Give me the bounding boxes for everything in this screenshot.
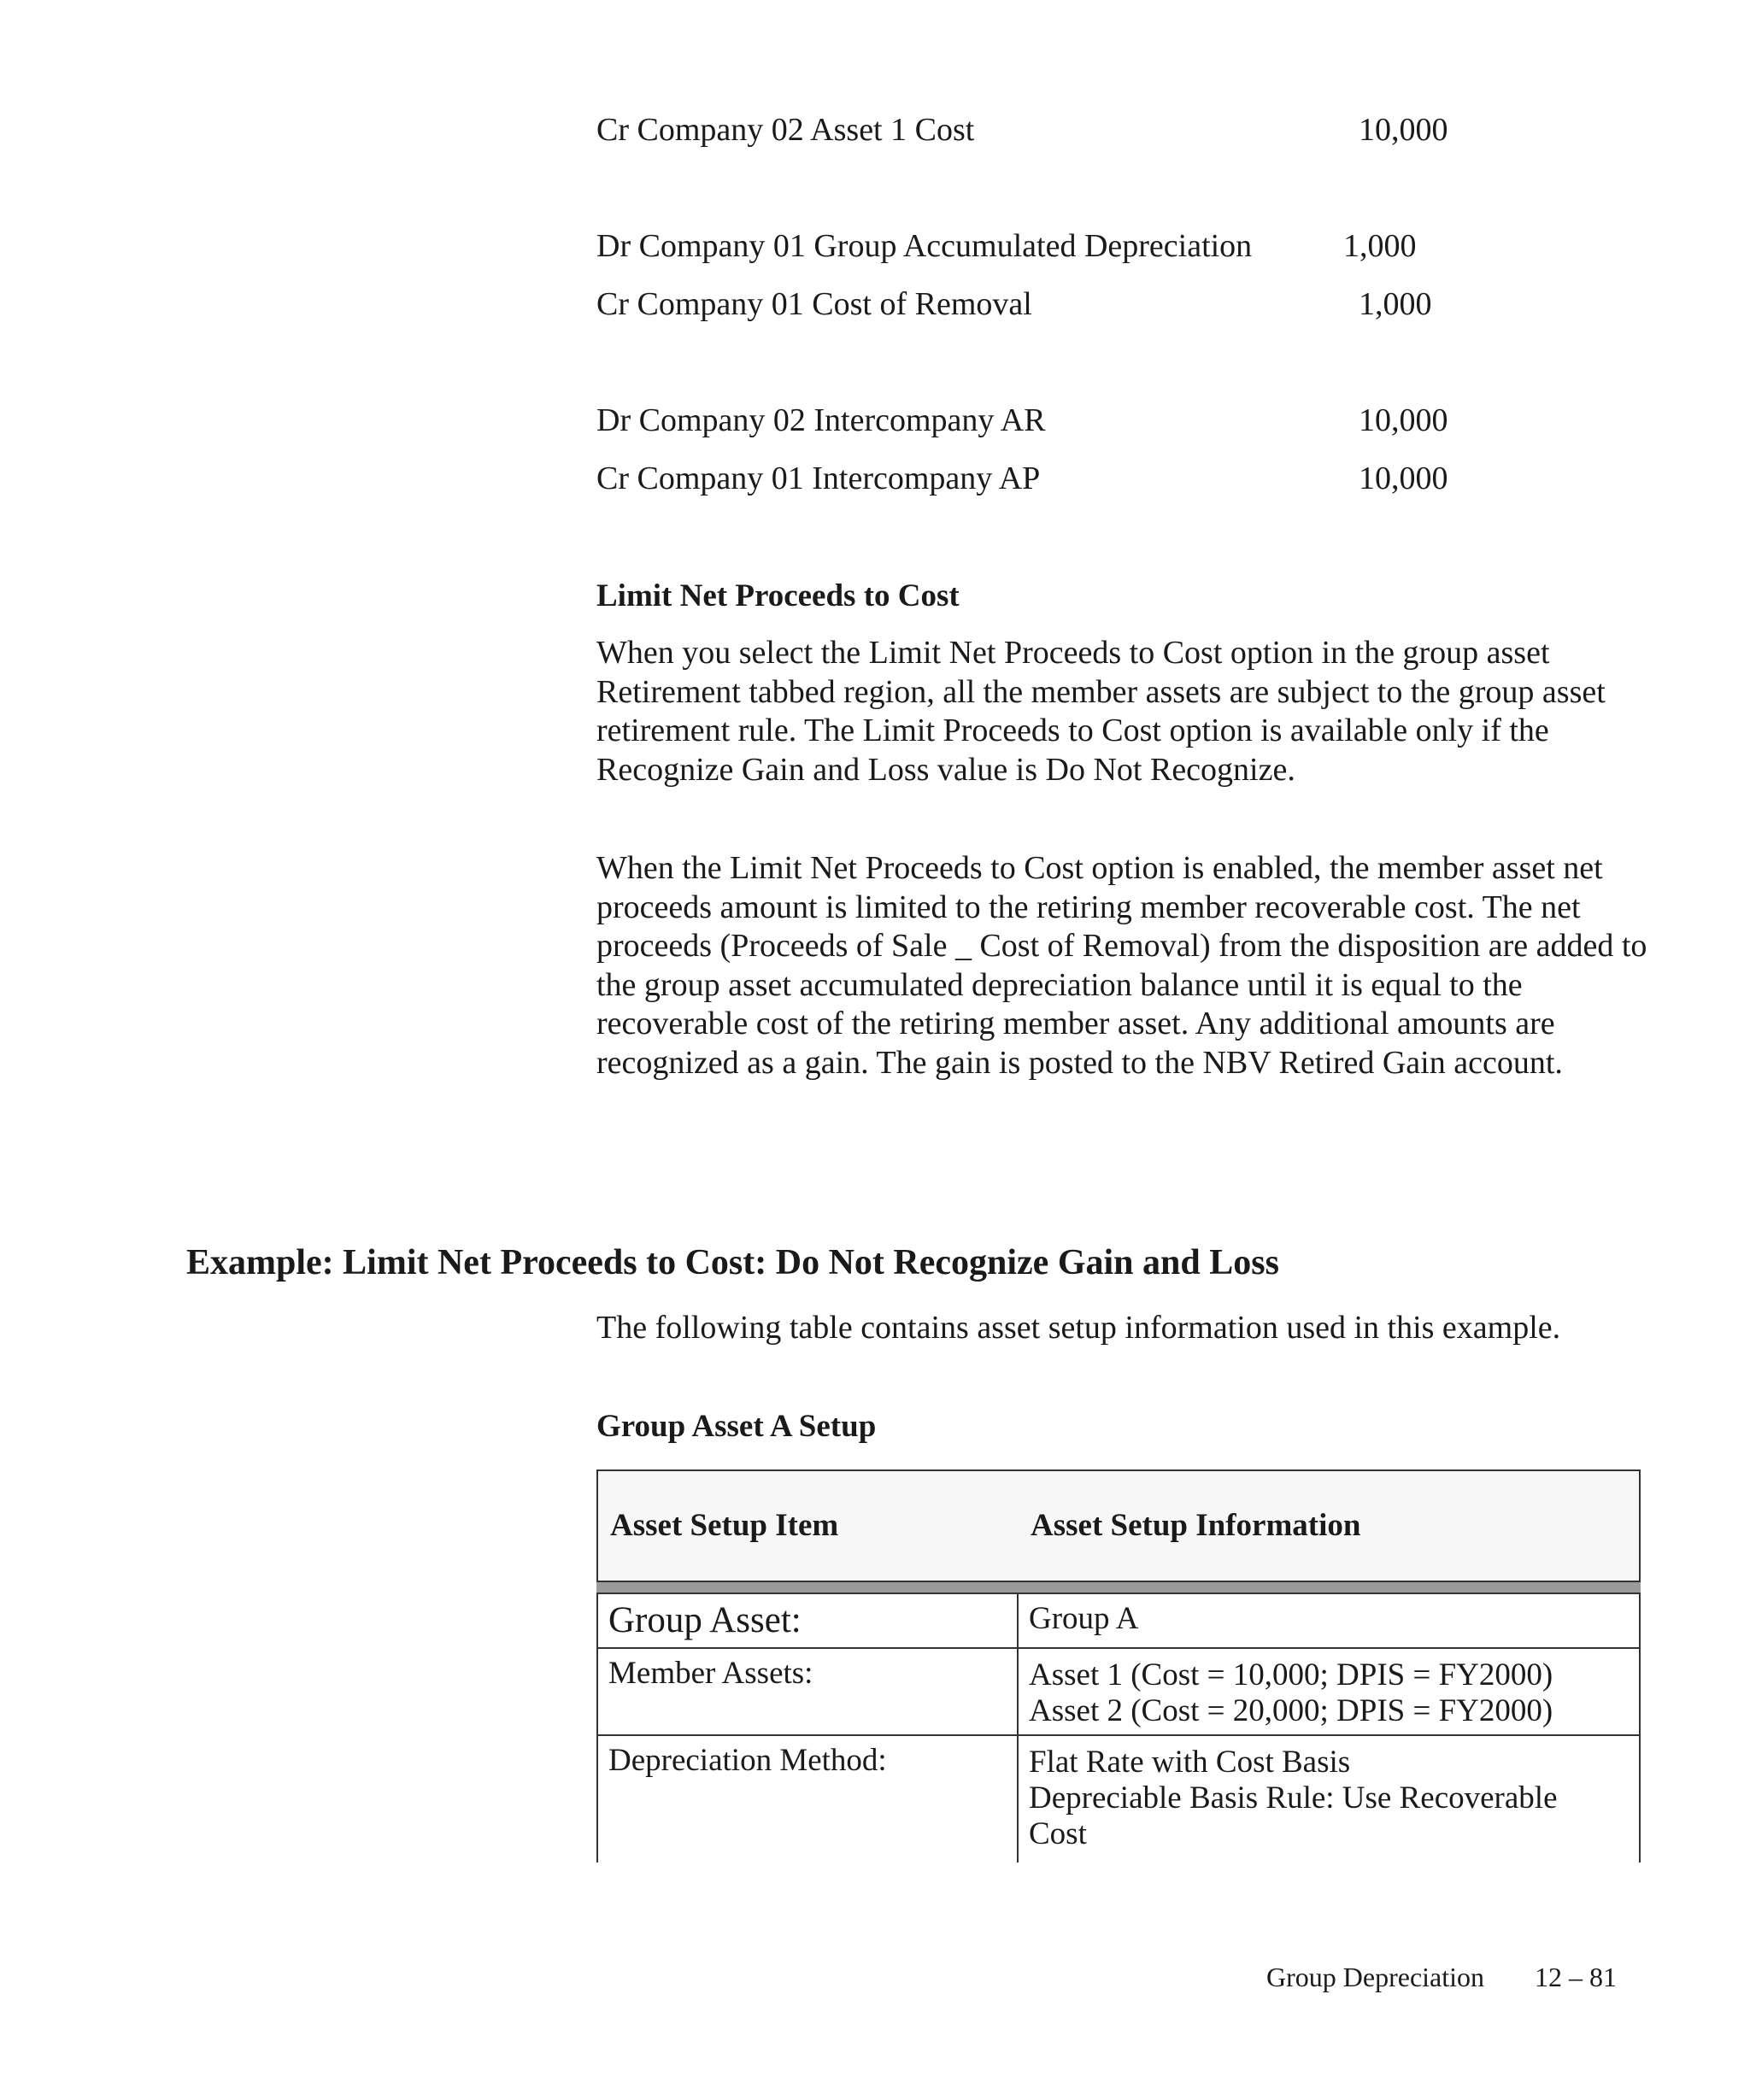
journal-entry-row <box>596 106 1451 154</box>
group-asset-setup-table <box>596 1469 1639 1862</box>
header-divider <box>596 1582 1641 1593</box>
row-item-label: Depreciation Method: <box>608 1743 887 1778</box>
journal-entry-row <box>596 280 1451 328</box>
table-left-border <box>596 1593 598 1862</box>
table-row-divider <box>596 1593 1641 1594</box>
table-row-divider <box>596 1734 1641 1736</box>
limit-net-proceeds-heading: Limit Net Proceeds to Cost <box>596 578 960 613</box>
entry-amount: 10,000 <box>1359 112 1448 148</box>
journal-entry-row <box>596 455 1451 502</box>
entry-amount: 1,000 <box>1343 228 1417 264</box>
example-intro-paragraph: The following table contains asset setup information used in this example. <box>596 1310 1561 1346</box>
journal-entry-row <box>596 396 1451 444</box>
table-header-row <box>596 1469 1641 1582</box>
column-header-info: Asset Setup Information <box>1031 1508 1361 1543</box>
table-title: Group Asset A Setup <box>596 1409 877 1444</box>
row-item-label: Group Asset: <box>608 1600 802 1640</box>
limit-paragraph-1: When you select the Limit Net Proceeds to Cost option in the group asset Retirement tabbed region, all the member assets are subject to the group asset retirement rule. The Limit Proceeds to Cost option is available only if the Recognize Gain and Loss value is Do Not Recognize. <box>596 635 1606 788</box>
table-body <box>596 1593 1641 1862</box>
entry-description: Cr Company 01 Intercompany AP <box>596 460 1041 496</box>
column-header-item: Asset Setup Item <box>610 1508 839 1543</box>
row-info-line: Asset 2 (Cost = 20,000; DPIS = FY2000) <box>1029 1693 1553 1728</box>
entry-description: Cr Company 02 Asset 1 Cost <box>596 112 975 148</box>
table-right-border <box>1639 1593 1641 1862</box>
entry-amount: 10,000 <box>1359 460 1448 496</box>
row-info-line: Depreciable Basis Rule: Use Recoverable <box>1029 1780 1558 1816</box>
entry-description: Cr Company 01 Cost of Removal <box>596 286 1032 322</box>
row-info-line: Group A <box>1029 1601 1139 1636</box>
entry-amount: 1,000 <box>1359 286 1432 322</box>
footer-chapter-title: Group Depreciation <box>1266 1962 1485 1992</box>
entry-description: Dr Company 01 Group Accumulated Depreciation <box>596 228 1253 264</box>
table-row-divider <box>596 1647 1641 1649</box>
table-column-separator <box>1017 1593 1019 1862</box>
row-item-label: Member Assets: <box>608 1656 813 1691</box>
row-info-line: Cost <box>1029 1816 1087 1851</box>
row-info-line: Asset 1 (Cost = 10,000; DPIS = FY2000) <box>1029 1657 1553 1692</box>
entry-description: Dr Company 02 Intercompany AR <box>596 402 1046 438</box>
footer-page-number: 12 – 81 <box>1535 1962 1617 1992</box>
row-info-line: Flat Rate with Cost Basis <box>1029 1745 1351 1780</box>
example-section-heading: Example: Limit Net Proceeds to Cost: Do Not Recognize Gain and Loss <box>186 1243 1279 1282</box>
entry-amount: 10,000 <box>1359 402 1448 438</box>
journal-entry-row <box>596 222 1451 270</box>
limit-paragraph-2: When the Limit Net Proceeds to Cost option is enabled, the member asset net proceeds amount is limited to the retiring member recoverable cost. The net proceeds (Proceeds of Sale _ Cost of Removal) from the disposition are added to the group asset accumulated depreciation balance until it is equal to the recoverable cost of the retiring member asset. Any additional amounts are recognized as a gain. The gain is posted to the NBV Retired Gain account. <box>596 850 1647 1081</box>
